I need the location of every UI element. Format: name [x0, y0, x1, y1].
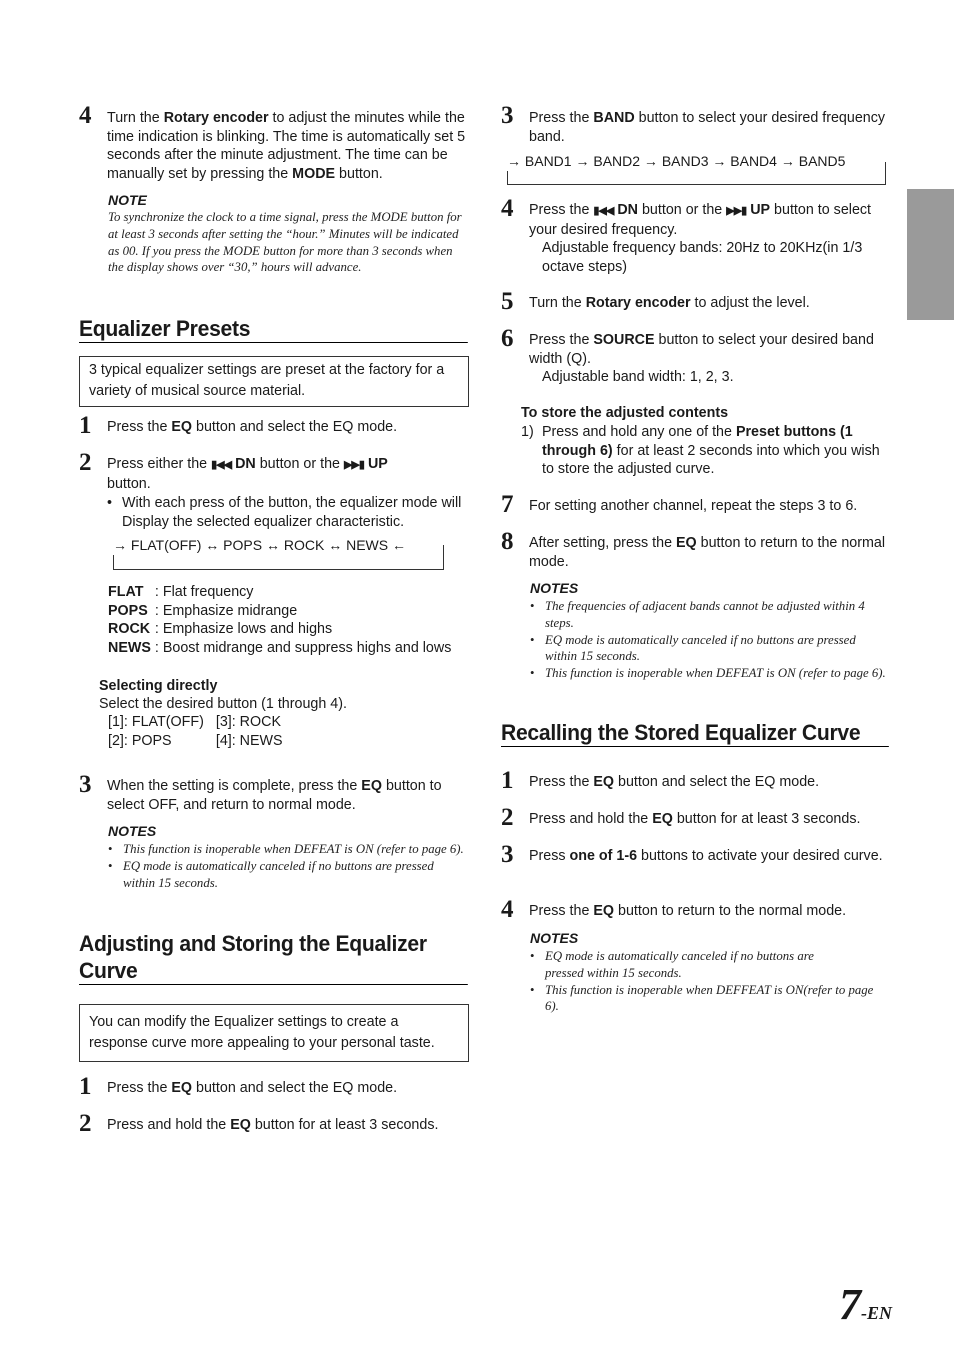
bullet-item: • With each press of the button, the equalizer mode will Display the selected equalizer characteristic. — [107, 494, 471, 531]
next-track-icon: ▶▶▮ — [343, 459, 364, 471]
step-text: Press the BAND button to select your desired frequency band. — [529, 110, 886, 145]
note-item: • This function is inoperable when DEFEAT is ON (refer to page 6). — [108, 841, 468, 858]
step-text: When the setting is complete, press the EQ button to select OFF, and return to normal mode. — [107, 778, 442, 813]
step-number: 3 — [79, 771, 92, 798]
step-text: Turn the Rotary encoder to adjust the minutes while the time indication is blinking. The time is automatically set 5 seconds after the minute adjustment. The time can be manually set by pressing the MODE button. — [107, 110, 466, 182]
step-subtext: Adjustable band width: 1, 2, 3. — [542, 369, 734, 385]
subheading: To store the adjusted contents — [521, 405, 729, 421]
sel-text: Select the desired button (1 through 4). — [99, 696, 347, 712]
note-item: • EQ mode is automatically canceled if no buttons are pressed within 15 seconds. — [530, 948, 820, 982]
notes-title: NOTES — [108, 823, 157, 839]
heading-adjusting-storing: Adjusting and Storing the Equalizer Curve — [79, 930, 468, 985]
step-number: 1 — [79, 412, 92, 439]
notes-list — [530, 598, 886, 682]
subheading: Selecting directly — [99, 678, 218, 694]
step-text: Press the EQ button and select the EQ mode. — [107, 419, 398, 435]
notes-title: NOTES — [530, 930, 579, 946]
note-item: • This function is inoperable when DEFEAT is ON (refer to page 6). — [530, 665, 886, 682]
step-subtext: Adjustable frequency bands: 20Hz to 20KHz(in 1/3 octave steps) — [542, 240, 863, 275]
step-text: Press the SOURCE button to select your desired band width (Q). Adjustable band width: 1, 2, 3. — [529, 331, 891, 387]
note-text: To synchronize the clock to a time signal, press the MODE button for at least 3 seconds after setting the “hour.” Minutes will be indicated as 00. If you press the MODE button for more than 3 seconds when the display shows over “30,” hours will advance. — [108, 210, 462, 275]
eq-mode-cycle: → FLAT(OFF) ↔ POPS ↔ ROCK ↔ NEWS ← — [113, 536, 410, 555]
info-box-presets: 3 typical equalizer settings are preset at the factory for a variety of musical source material. — [79, 356, 469, 407]
direct-select-table: [1]: FLAT(OFF) [3]: ROCK [2]: POPS [4]: NEWS — [108, 714, 283, 749]
step-text: Press the EQ button and select the EQ mode. — [107, 1080, 398, 1096]
prev-track-icon: ▮◀◀ — [593, 205, 614, 217]
list-index: 1) — [521, 424, 534, 440]
step-text: Press the EQ button to return to the normal mode. — [529, 903, 847, 919]
step-text: After setting, press the EQ button to return to the normal mode. — [529, 535, 886, 570]
info-box-adjusting: You can modify the Equalizer settings to create a response curve more appealing to your personal taste. — [79, 1004, 469, 1062]
heading-recalling: Recalling the Stored Equalizer Curve — [501, 719, 889, 747]
step-text: Press one of 1-6 buttons to activate your desired curve. — [529, 848, 883, 864]
note-item: • EQ mode is automatically canceled if no buttons are pressed within 15 seconds. — [108, 858, 468, 892]
step-text: Press and hold the EQ button for at least 3 seconds. — [107, 1117, 439, 1133]
page-number: 7-EN — [839, 1280, 892, 1329]
step-number: 5 — [501, 288, 514, 315]
step-number: 1 — [79, 1073, 92, 1100]
note-item: • This function is inoperable when DEFFEAT is ON(refer to page 6). — [530, 982, 885, 1016]
step-text: Press and hold the EQ button for at least 3 seconds. — [529, 811, 861, 827]
step-number: 2 — [79, 449, 92, 476]
step-number: 8 — [501, 528, 514, 555]
notes-list — [108, 841, 468, 891]
step-number: 6 — [501, 325, 514, 352]
prev-track-icon: ▮◀◀ — [211, 459, 232, 471]
step-text: Press the ▮◀◀ DN button or the ▶▶▮ UP button to select your desired frequency. Adjustable frequency bands: 20Hz to 20KHz(in 1/3 octave steps) — [529, 201, 891, 276]
note-item: • The frequencies of adjacent bands cannot be adjusted within 4 steps. — [530, 598, 886, 632]
step-number: 2 — [79, 1110, 92, 1137]
step-text: Turn the Rotary encoder to adjust the level. — [529, 295, 810, 311]
step-number: 7 — [501, 491, 514, 518]
step-number: 4 — [79, 102, 92, 129]
store-text: Press and hold any one of the Preset buttons (1 through 6) for at least 2 seconds into which you wish to store the adjusted curve. — [542, 424, 880, 477]
step-text: Press either the ▮◀◀ DN button or the ▶▶▮ UP button. • With each press of the button, the equalizer mode will Display the selected equalizer characteristic. — [107, 455, 471, 531]
band-cycle: → BAND1 → BAND2 → BAND3 → BAND4 → BAND5 — [507, 152, 851, 171]
notes-title: NOTES — [530, 580, 579, 596]
step-number: 4 — [501, 195, 514, 222]
note-title: NOTE — [108, 192, 147, 208]
notes-list — [530, 948, 874, 1015]
step-text: Press the EQ button and select the EQ mode. — [529, 774, 820, 790]
step-number: 3 — [501, 841, 514, 868]
section-side-tab — [907, 189, 954, 320]
note-item: • EQ mode is automatically canceled if no buttons are pressed within 15 seconds. — [530, 632, 886, 666]
step-number: 1 — [501, 767, 514, 794]
step-number: 2 — [501, 804, 514, 831]
step-text: For setting another channel, repeat the steps 3 to 6. — [529, 498, 858, 514]
next-track-icon: ▶▶▮ — [726, 205, 747, 217]
step-number: 4 — [501, 896, 514, 923]
heading-equalizer-presets: Equalizer Presets — [79, 315, 468, 343]
step-number: 3 — [501, 102, 514, 129]
eq-mode-definitions: FLAT : Flat frequency POPS : Emphasize midrange ROCK : Emphasize lows and highs NEWS : Boost midrange and suppress highs and lows — [108, 584, 452, 657]
